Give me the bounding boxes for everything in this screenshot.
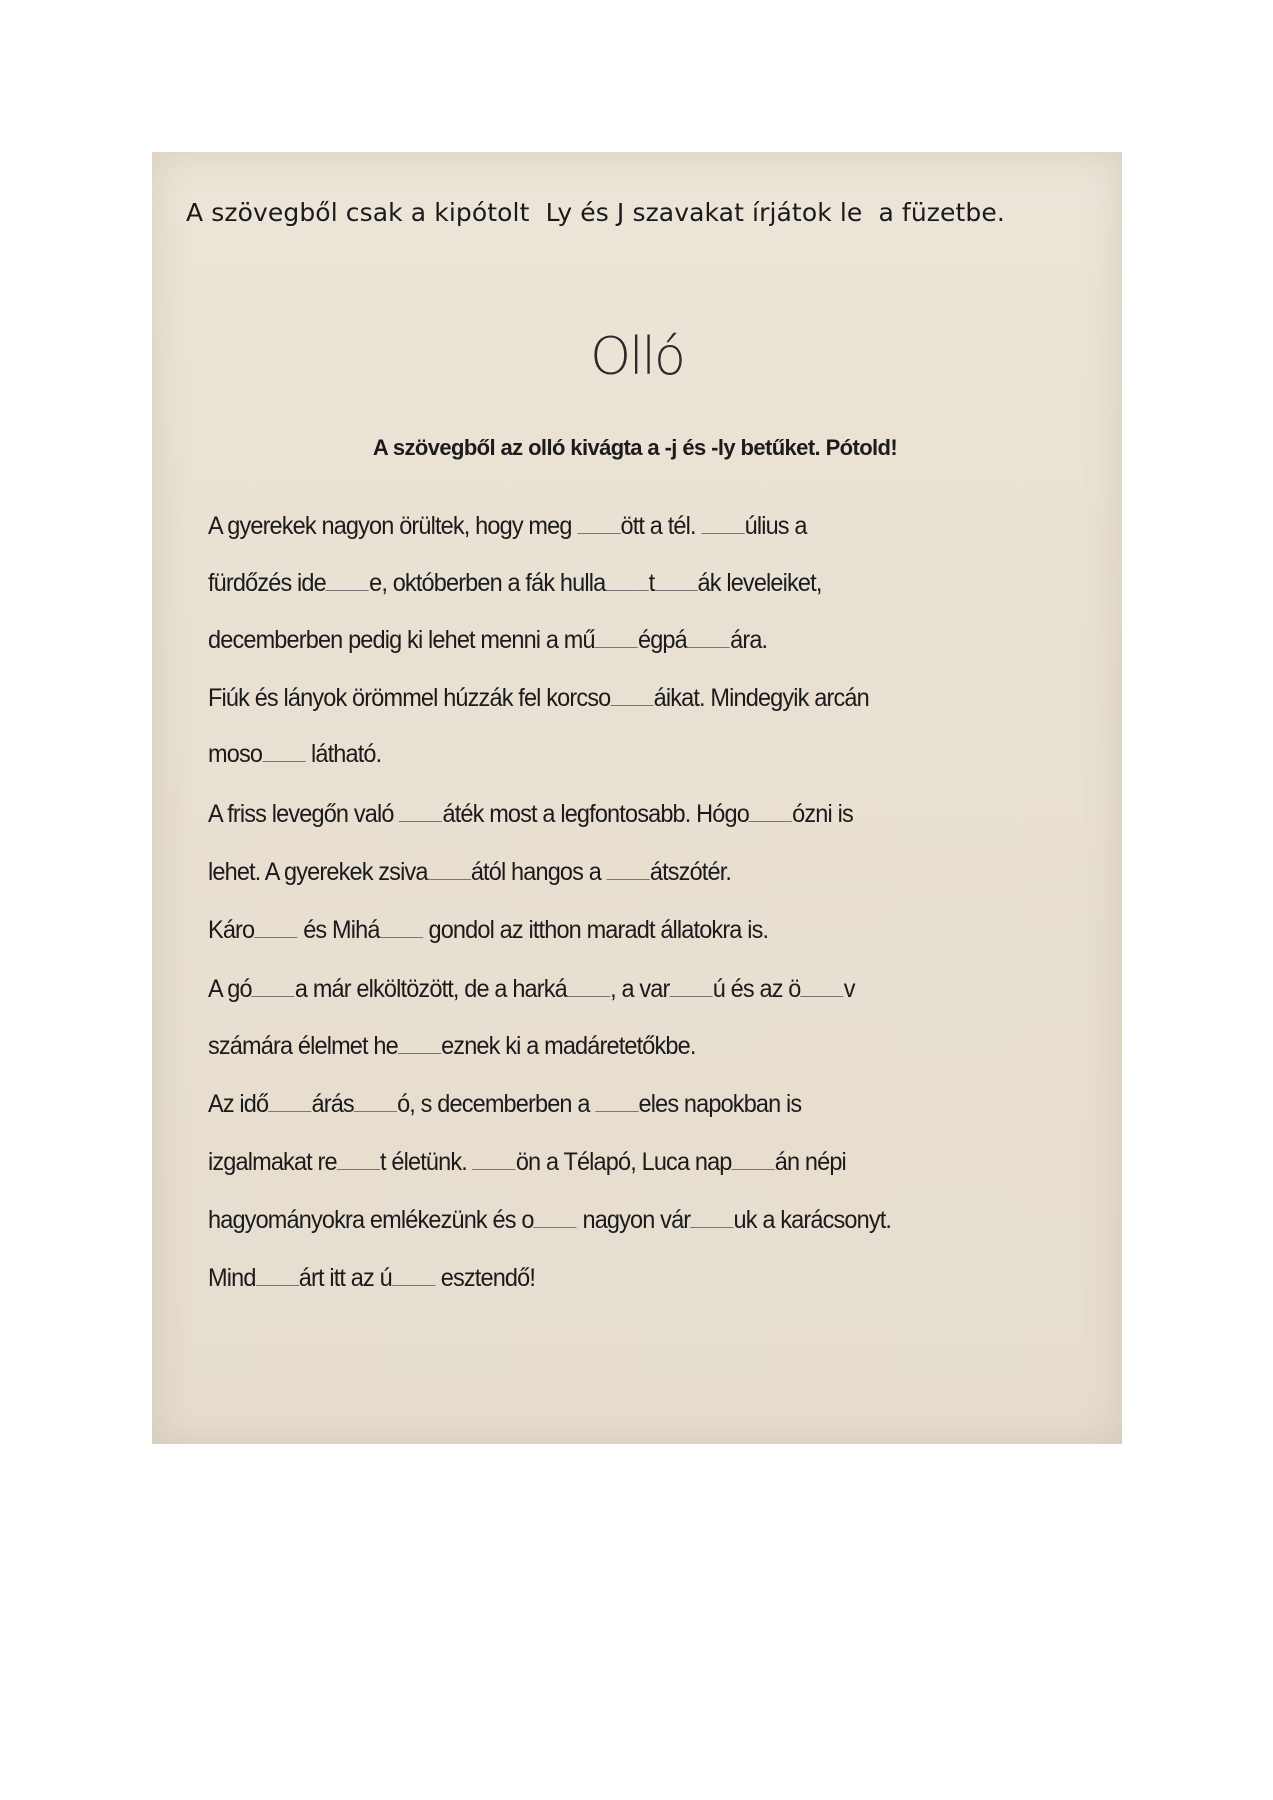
text-segment: ától hangos a xyxy=(470,858,607,886)
blank-gap xyxy=(595,629,638,648)
text-segment: A gyerekek nagyon örültek, hogy meg xyxy=(208,512,578,540)
instruction-text: A szövegből csak a kipótolt Ly és J szavakat írjátok le a füzetbe. xyxy=(186,198,1005,227)
text-segment: eznek ki a madáretetőkbe. xyxy=(441,1032,696,1060)
text-line xyxy=(208,512,807,541)
text-line xyxy=(208,1148,846,1177)
text-segment: decemberben pedig ki lehet menni a mű xyxy=(208,626,595,654)
text-segment: v xyxy=(843,975,855,1003)
blank-gap xyxy=(337,1151,380,1170)
text-segment: átszótér. xyxy=(649,858,732,886)
blank-gap xyxy=(801,978,844,997)
blank-gap xyxy=(567,978,610,997)
text-segment: Fiúk és lányok örömmel húzzák fel korcso xyxy=(208,684,611,712)
blank-gap xyxy=(607,861,650,880)
blank-gap xyxy=(654,572,697,591)
text-segment: árás xyxy=(311,1090,354,1118)
blank-gap xyxy=(254,919,297,938)
blank-gap xyxy=(605,572,648,591)
blank-gap xyxy=(595,1093,638,1112)
blank-gap xyxy=(732,1151,775,1170)
text-segment: ák leveleiket, xyxy=(697,569,822,597)
text-segment: esztendő! xyxy=(435,1264,536,1292)
blank-gap xyxy=(399,803,442,822)
text-segment: án népi xyxy=(774,1148,846,1176)
text-segment: izgalmakat re xyxy=(208,1148,337,1176)
text-segment: a már elköltözött, de a harká xyxy=(294,975,567,1003)
text-segment: hagyományokra emlékezünk és o xyxy=(208,1206,534,1234)
text-line xyxy=(208,800,853,829)
blank-gap xyxy=(534,1209,577,1228)
blank-gap xyxy=(398,1035,441,1054)
text-segment: ó, s decemberben a xyxy=(397,1090,596,1118)
text-segment: moso xyxy=(208,740,263,768)
text-line xyxy=(208,975,855,1004)
worksheet-photo xyxy=(152,152,1122,1444)
blank-gap xyxy=(690,1209,733,1228)
text-segment: és Mihá xyxy=(297,916,380,944)
blank-gap xyxy=(473,1151,516,1170)
blank-gap xyxy=(262,743,305,762)
text-segment: Káro xyxy=(208,916,255,944)
text-segment: ára. xyxy=(730,626,768,654)
text-segment: gondol az itthon maradt állatokra is. xyxy=(422,916,769,944)
text-line xyxy=(208,1090,801,1119)
text-segment: e, októberben a fák hulla xyxy=(369,569,606,597)
text-segment: úlius a xyxy=(744,512,807,540)
task-text: A szövegből az olló kivágta a -j és -ly betűket. Pótold! xyxy=(372,435,898,460)
text-segment: A friss levegőn való xyxy=(208,800,400,828)
text-segment: áték most a legfontosabb. Hógo xyxy=(442,800,749,828)
blank-gap xyxy=(701,515,744,534)
blank-gap xyxy=(268,1093,311,1112)
text-line xyxy=(208,684,869,713)
text-segment: lehet. A gyerekek zsiva xyxy=(208,858,428,886)
text-segment: uk a karácsonyt. xyxy=(733,1206,892,1234)
blank-gap xyxy=(252,978,295,997)
text-segment: nagyon vár xyxy=(576,1206,691,1234)
text-segment: ózni is xyxy=(792,800,853,828)
blank-gap xyxy=(392,1267,435,1286)
text-segment: ött a tél. xyxy=(620,512,702,540)
text-segment: t xyxy=(648,569,655,597)
text-segment: látható. xyxy=(305,740,382,768)
text-line xyxy=(208,858,731,887)
blank-gap xyxy=(577,515,620,534)
blank-gap xyxy=(749,803,792,822)
worksheet-title: Olló xyxy=(590,327,684,387)
text-line xyxy=(208,916,768,945)
text-segment: számára élelmet he xyxy=(208,1032,398,1060)
text-line xyxy=(208,1206,891,1235)
text-segment: áikat. Mindegyik arcán xyxy=(653,684,869,712)
text-line xyxy=(208,740,381,769)
text-segment: ön a Télapó, Luca nap xyxy=(515,1148,732,1176)
blank-gap xyxy=(610,687,653,706)
text-segment: Mind xyxy=(208,1264,256,1292)
text-segment: , a var xyxy=(610,975,670,1003)
blank-gap xyxy=(428,861,471,880)
text-segment: égpá xyxy=(637,626,687,654)
blank-gap xyxy=(687,629,730,648)
blank-gap xyxy=(354,1093,397,1112)
blank-gap xyxy=(670,978,713,997)
text-segment: árt itt az ú xyxy=(298,1264,392,1292)
text-line xyxy=(208,626,767,655)
text-line xyxy=(208,569,822,598)
text-line xyxy=(208,1032,696,1061)
text-segment: t életünk. xyxy=(380,1148,473,1176)
blank-gap xyxy=(256,1267,299,1286)
blank-gap xyxy=(326,572,369,591)
blank-gap xyxy=(380,919,423,938)
text-segment: eles napokban is xyxy=(638,1090,802,1118)
text-segment: A gó xyxy=(208,975,252,1003)
text-segment: fürdőzés ide xyxy=(208,569,326,597)
text-segment: ú és az ö xyxy=(712,975,801,1003)
text-line xyxy=(208,1264,535,1293)
text-segment: Az idő xyxy=(208,1090,269,1118)
